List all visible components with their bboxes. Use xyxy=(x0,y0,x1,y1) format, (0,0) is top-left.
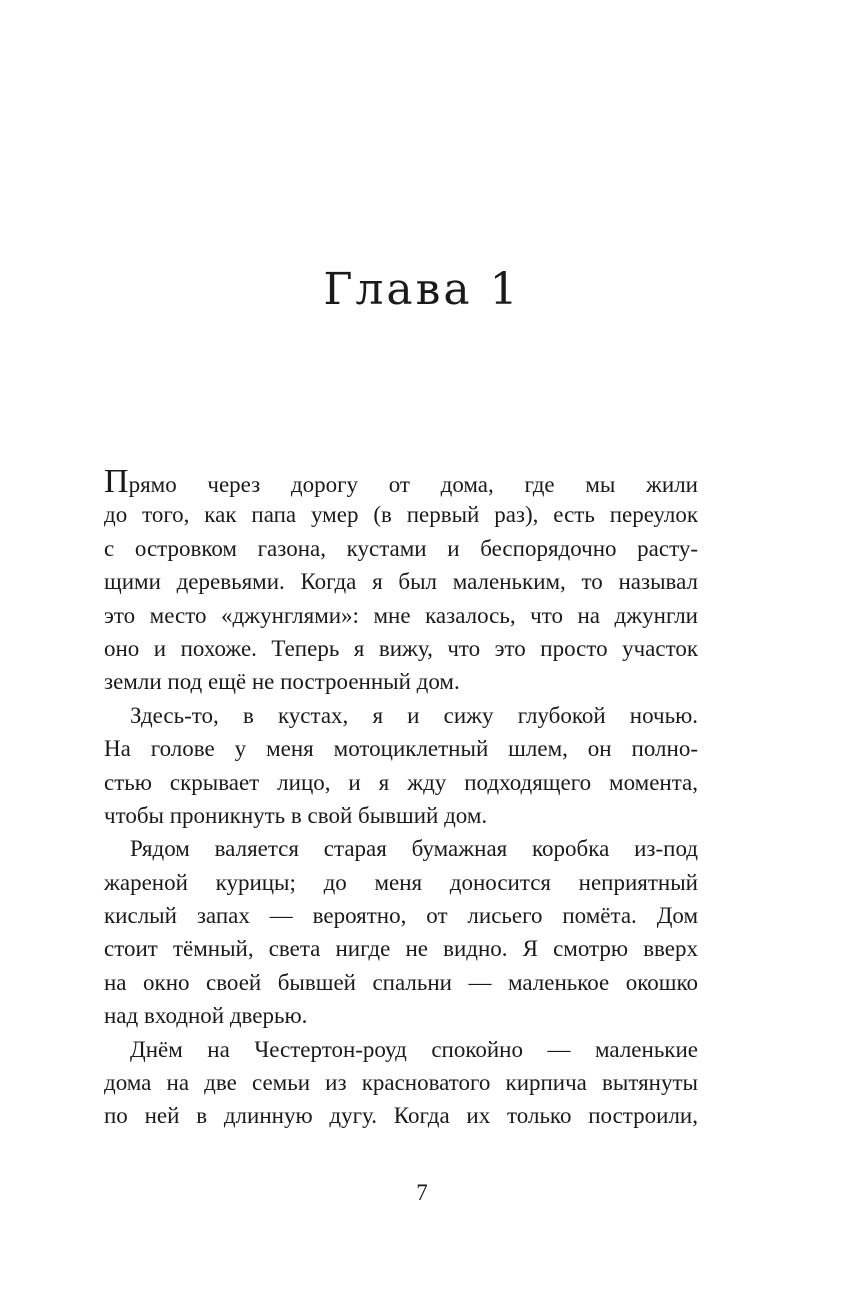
text-line: с островком газона, кустами и беспорядочно расту- xyxy=(104,535,698,561)
text-line: жареной курицы; до меня доносится неприятный xyxy=(104,869,698,895)
page-number: 7 xyxy=(416,1180,428,1205)
text-line: Днём на Честертон-роуд спокойно — маленькие xyxy=(130,1036,698,1062)
text-line: щими деревьями. Когда я был маленьким, то называл xyxy=(104,569,698,595)
text-line: оно и похоже. Теперь я вижу, что это просто участок xyxy=(104,635,698,661)
text-line: дома на две семьи из красноватого кирпича вытянуты xyxy=(104,1070,698,1096)
paragraph-2 xyxy=(104,699,698,833)
text-line: земли под ещё не построенный дом. xyxy=(104,669,460,695)
text-line: кислый запах — вероятно, от лисьего помёта. Дом xyxy=(104,903,698,929)
text-line: стью скрывает лицо, и я жду подходящего момента, xyxy=(104,769,698,795)
text-line: это место «джунглями»: мне казалось, что на джунгли xyxy=(104,602,698,628)
chapter-title: Глава 1 xyxy=(323,264,521,315)
text-line: на окно своей бывшей спальни — маленькое окошко xyxy=(104,969,698,995)
drop-cap: П xyxy=(104,463,129,500)
text-line: На голове у меня мотоциклетный шлем, он полно- xyxy=(104,736,698,762)
paragraph-1 xyxy=(104,465,698,699)
text-line: Рядом валяется старая бумажная коробка из-под xyxy=(130,836,698,862)
text-line: до того, как папа умер (в первый раз), есть переулок xyxy=(104,502,698,528)
text-line: Прямо через дорогу от дома, где мы жили xyxy=(104,463,698,500)
paragraph-3 xyxy=(104,832,698,1032)
text-line: над входной дверью. xyxy=(104,1003,308,1029)
text-line: стоит тёмный, света нигде не видно. Я смотрю вверх xyxy=(104,936,698,962)
body-text xyxy=(104,465,698,1133)
text-line: по ней в длинную дугу. Когда их только построили, xyxy=(104,1103,698,1129)
text-line: Здесь-то, в кустах, я и сижу глубокой ночью. xyxy=(130,702,698,728)
paragraph-4 xyxy=(104,1033,698,1133)
text-line: чтобы проникнуть в свой бывший дом. xyxy=(104,802,488,828)
